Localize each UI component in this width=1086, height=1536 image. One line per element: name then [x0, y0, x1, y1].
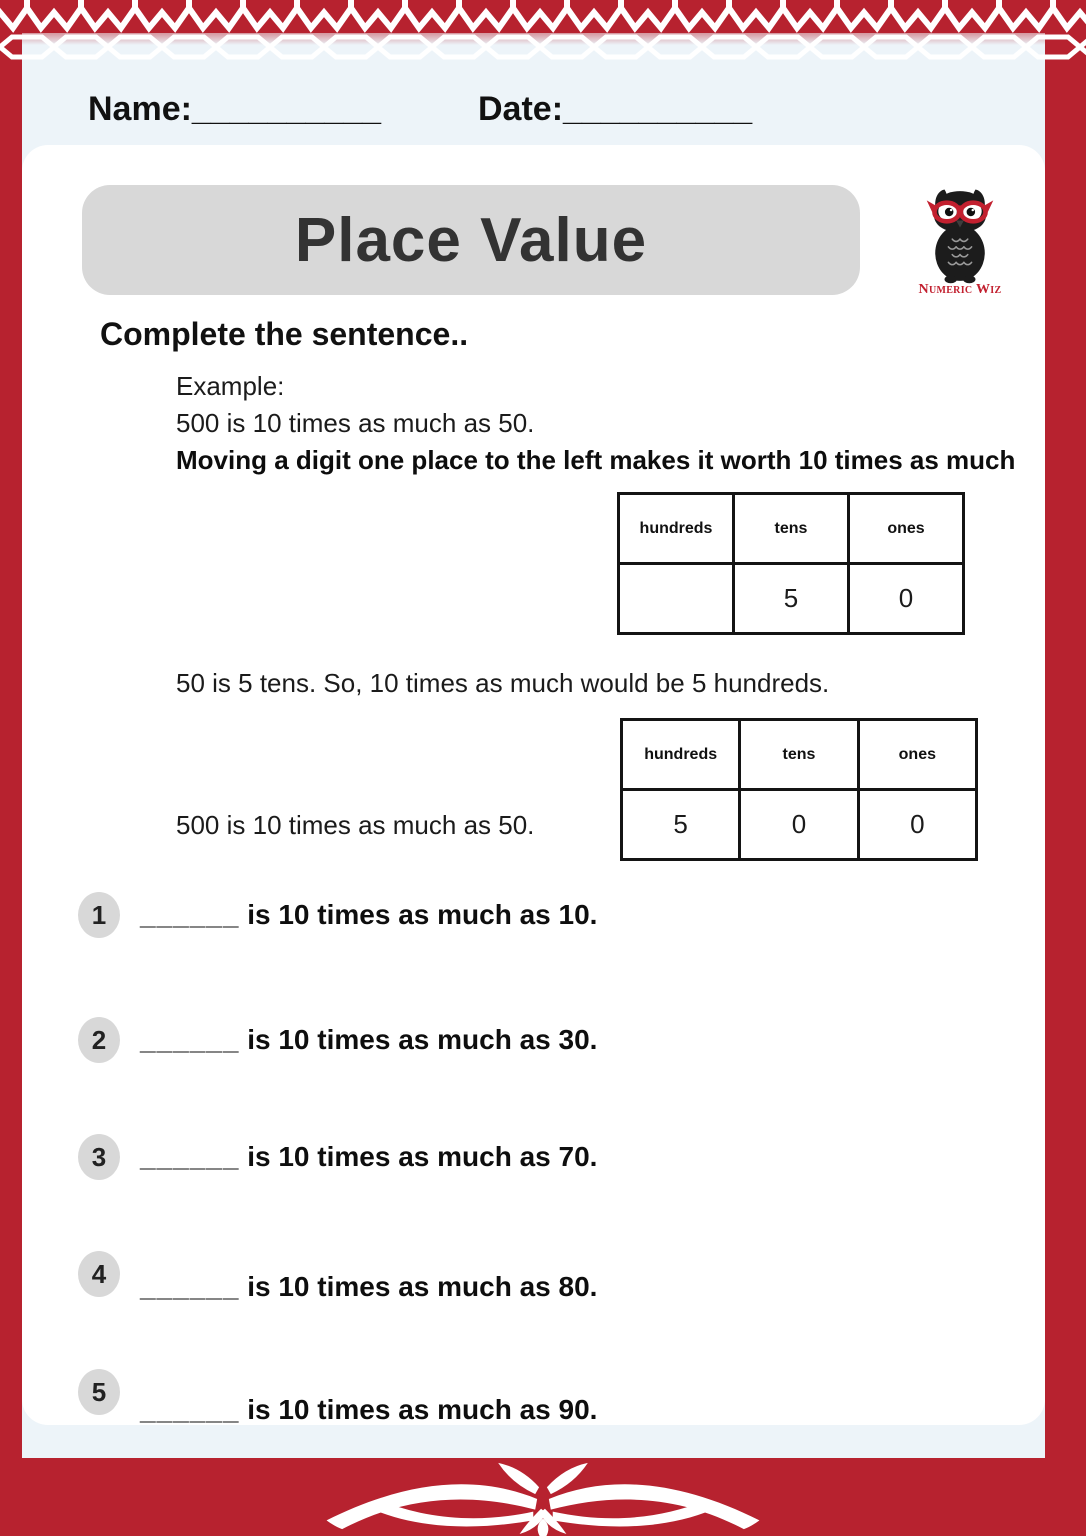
answer-blank: ______ [140, 1141, 240, 1172]
answer-blank: ______ [140, 899, 240, 930]
question-row-5 [78, 1376, 598, 1435]
question-row-3 [78, 1132, 597, 1182]
column-header-ones: ones [849, 494, 964, 564]
explanation-text: 50 is 5 tens. So, 10 times as much would be 5 hundreds. [176, 668, 830, 698]
brand-logo [898, 188, 1022, 300]
conclusion-text: 500 is 10 times as much as 50. [176, 810, 535, 840]
name-field: Name:__________ [88, 90, 382, 128]
answer-blank: ______ [140, 1394, 240, 1425]
place-value-rule: Moving a digit one place to the left makes it worth 10 times as much [176, 445, 1016, 475]
table-header-row [619, 494, 964, 564]
answer-blank: ______ [140, 1024, 240, 1055]
question-sentence [140, 1394, 597, 1426]
page-title: Place Value [294, 205, 648, 275]
ones-value: 0 [858, 790, 976, 860]
question-sentence [140, 899, 597, 931]
question-sentence [140, 1271, 597, 1303]
table-value-row [622, 790, 977, 860]
tens-value: 0 [740, 790, 858, 860]
question-number-badge: 2 [78, 1017, 120, 1063]
question-sentence [140, 1024, 597, 1056]
ones-value: 0 [849, 564, 964, 634]
example-sentence: 500 is 10 times as much as 50. [176, 408, 535, 438]
answer-blank: ______ [140, 1271, 240, 1302]
question-number-badge: 1 [78, 892, 120, 938]
title-box [82, 185, 860, 295]
column-header-ones: ones [858, 720, 976, 790]
question-sentence [140, 1141, 597, 1173]
hundreds-value [619, 564, 734, 634]
column-header-tens: tens [734, 494, 849, 564]
question-text: is 10 times as much as 90. [247, 1394, 598, 1425]
question-text: is 10 times as much as 70. [247, 1141, 598, 1172]
column-header-tens: tens [740, 720, 858, 790]
question-row-4 [78, 1258, 598, 1312]
owl-icon [906, 188, 1014, 284]
question-number-badge: 5 [78, 1369, 120, 1415]
chain-border-pattern-icon [0, 0, 1086, 64]
tens-value: 5 [734, 564, 849, 634]
column-header-hundreds: hundreds [622, 720, 740, 790]
column-header-hundreds: hundreds [619, 494, 734, 564]
question-number-badge: 3 [78, 1134, 120, 1180]
example-label: Example: [176, 371, 285, 401]
question-text: is 10 times as much as 30. [247, 1024, 598, 1055]
question-row-1 [78, 890, 597, 940]
place-value-table-1 [617, 492, 965, 635]
hundreds-value: 5 [622, 790, 740, 860]
table-value-row [619, 564, 964, 634]
brand-name: Numeric Wiz [918, 282, 1002, 297]
name-date-row [0, 90, 1086, 134]
instruction-heading: Complete the sentence.. [100, 316, 469, 352]
question-number-badge: 4 [78, 1251, 120, 1297]
flourish-divider-icon [313, 1458, 773, 1536]
date-field: Date:__________ [478, 90, 753, 128]
table-header-row [622, 720, 977, 790]
place-value-table-2 [620, 718, 978, 861]
example-block [176, 368, 1015, 479]
question-text: is 10 times as much as 10. [247, 899, 598, 930]
question-text: is 10 times as much as 80. [247, 1271, 598, 1302]
question-row-2 [78, 1015, 597, 1065]
